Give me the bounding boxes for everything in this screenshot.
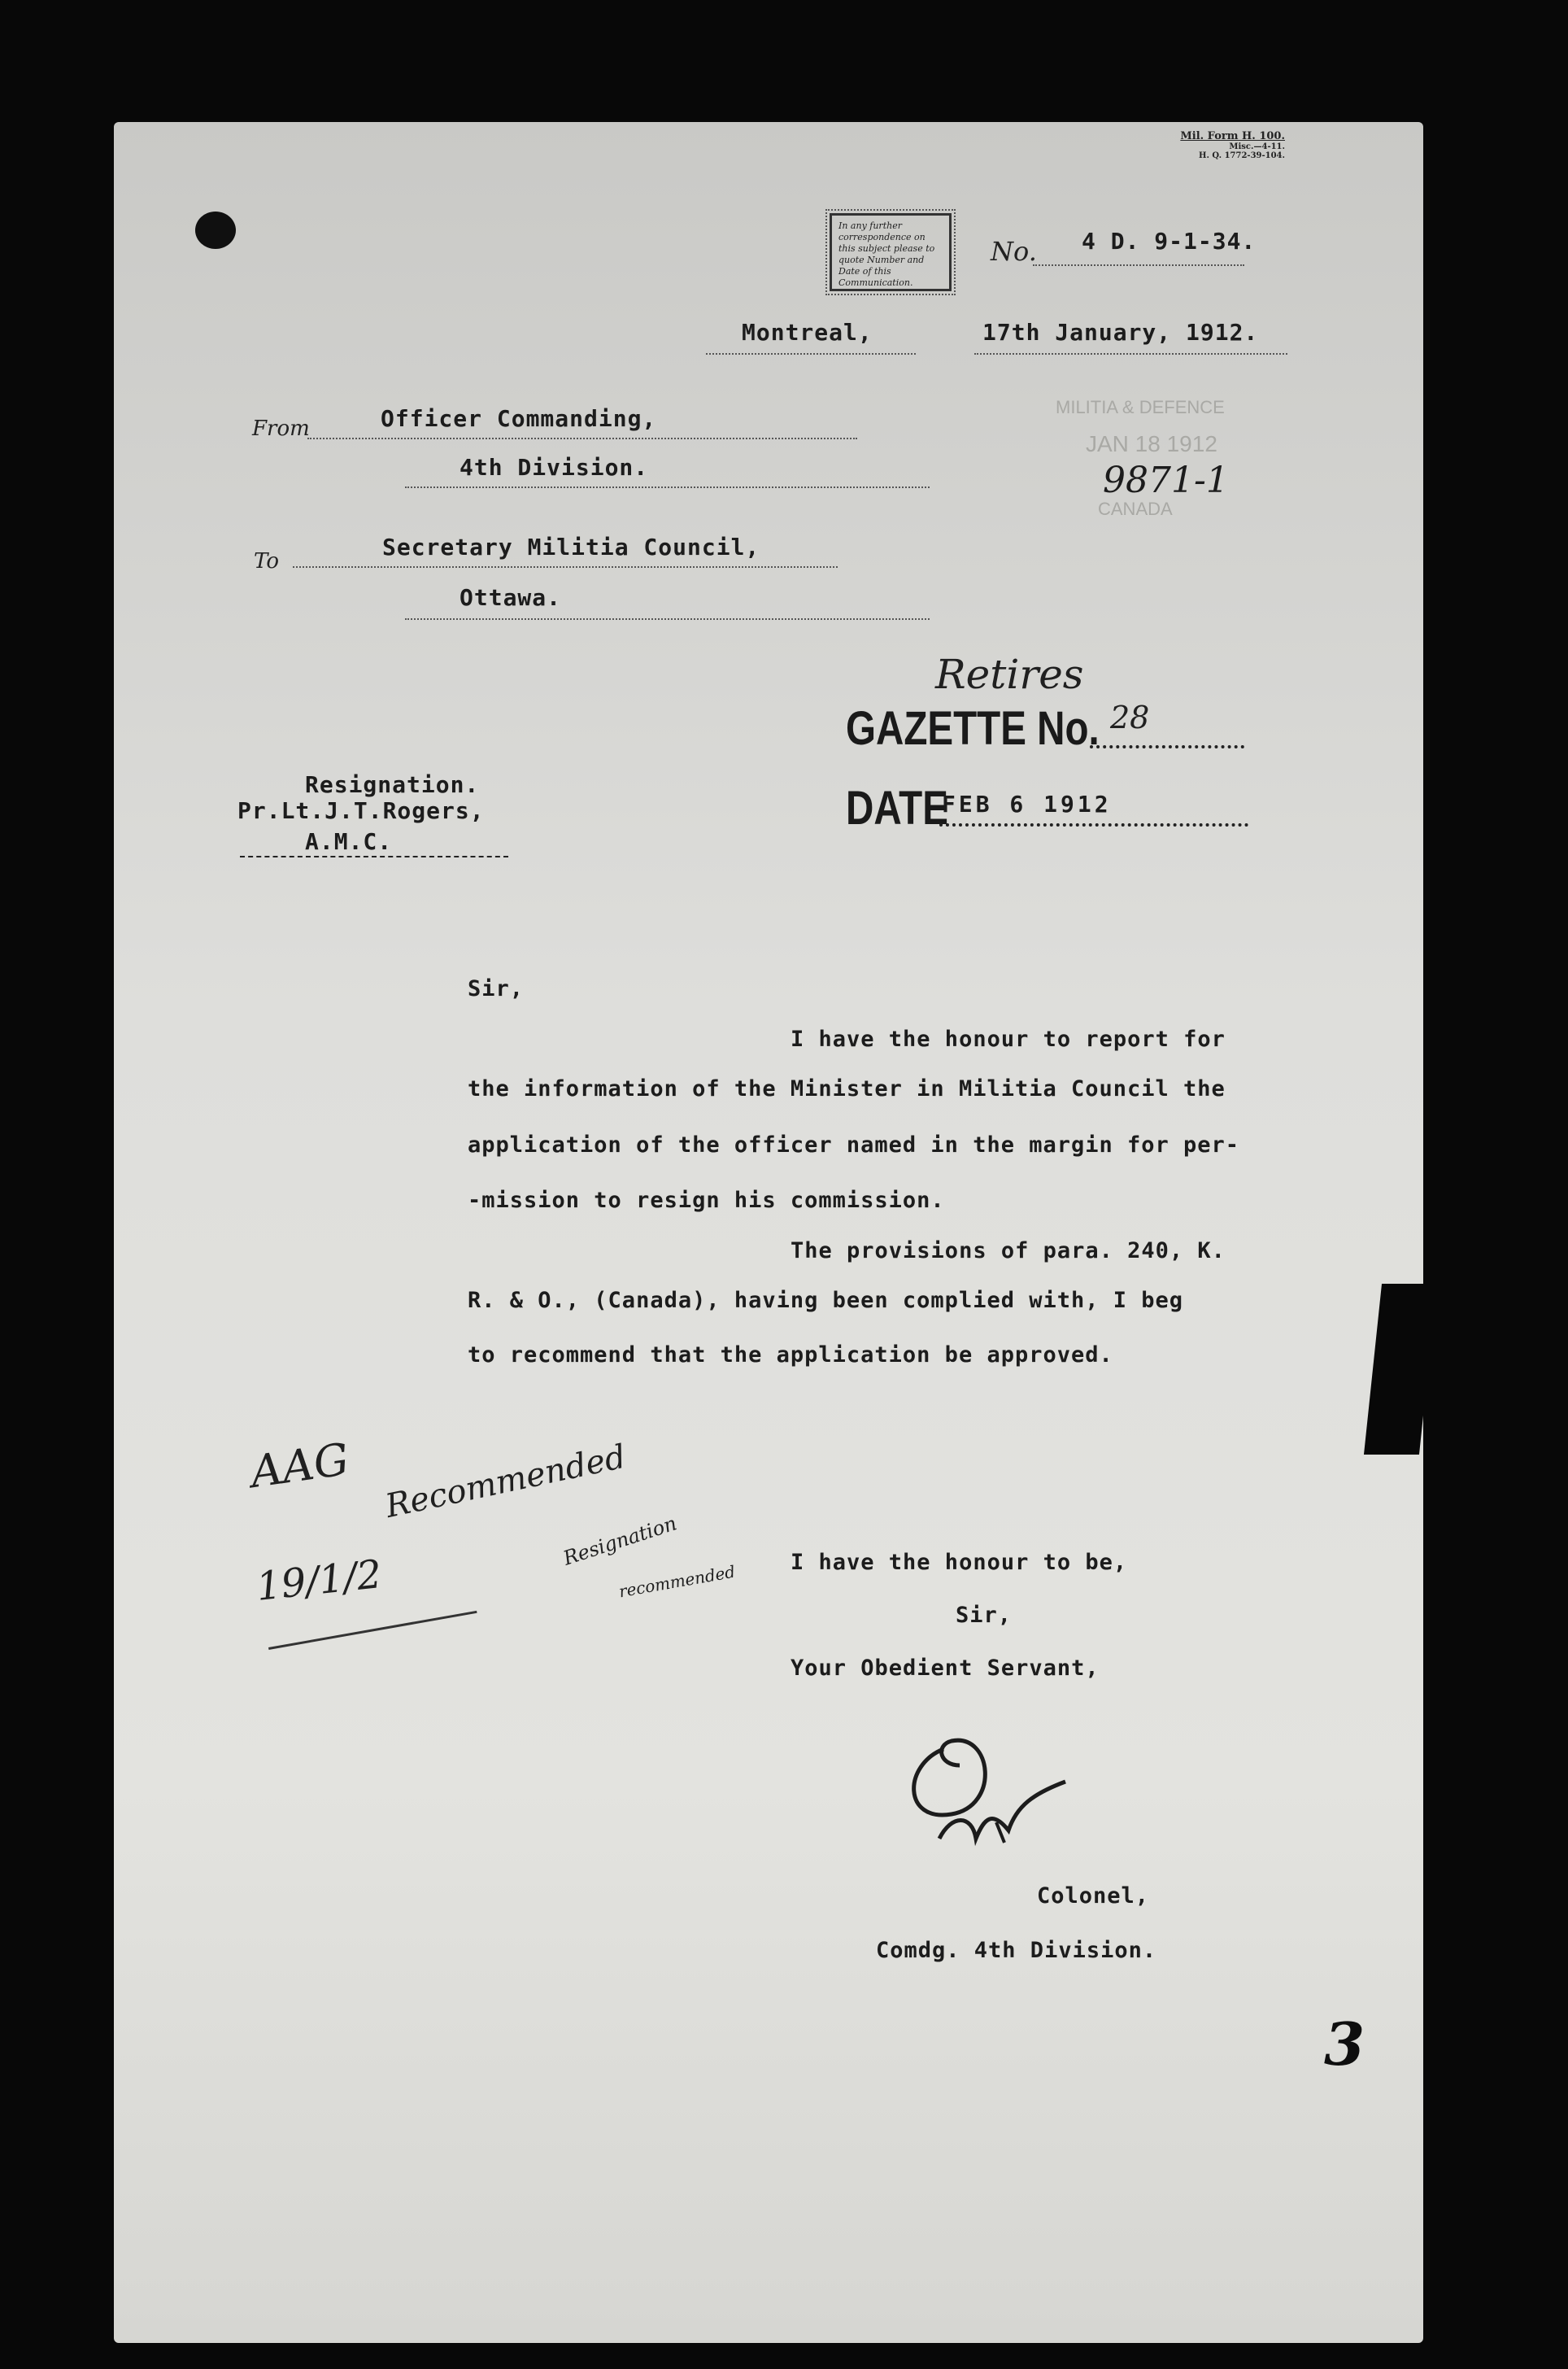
subject-line3: A.M.C.	[305, 828, 393, 855]
paragraph1-line4: -mission to resign his commission.	[468, 1188, 945, 1213]
form-ref-line2: Misc.—4-11.	[1229, 142, 1285, 151]
from-line1: Officer Commanding,	[381, 405, 657, 432]
closing-line3: Your Obedient Servant,	[791, 1656, 1100, 1681]
paragraph2-line2: R. & O., (Canada), having been complied with, I beg	[468, 1288, 1184, 1313]
paragraph1-line1: I have the honour to report for	[791, 1027, 1226, 1052]
signature-appointment: Comdg. 4th Division.	[876, 1938, 1157, 1963]
received-stamp-line1: MILITIA & DEFENCE	[1056, 397, 1225, 417]
annotation-date: 19/1/2	[254, 1551, 385, 1610]
subject-underline	[240, 856, 508, 857]
gazette-date-value: FEB 6 1912	[942, 791, 1112, 818]
subject-line2: Pr.Lt.J.T.Rogers,	[237, 797, 485, 824]
reference-label: No.	[991, 236, 1037, 267]
form-reference	[1139, 130, 1285, 160]
to-line1: Secretary Militia Council,	[382, 534, 760, 561]
from-label: From	[252, 417, 310, 441]
form-ref-line1: Mil. Form H. 100.	[1180, 130, 1285, 142]
reference-line	[1033, 264, 1244, 266]
form-ref-line3: H. Q. 1772-39-104.	[1199, 151, 1285, 160]
received-stamp-number: 9871-1	[1103, 460, 1229, 501]
closing-line1: I have the honour to be,	[791, 1550, 1128, 1575]
signature	[895, 1717, 1090, 1855]
document-page	[114, 122, 1423, 2343]
gazette-handwritten-note: Retires	[935, 651, 1084, 698]
from-line2-rule	[405, 486, 930, 488]
annotation-side-note-1: Resignation	[560, 1512, 680, 1570]
paragraph2-line3: to recommend that the application be approved.	[468, 1342, 1113, 1368]
punch-hole	[195, 212, 236, 249]
to-label: To	[254, 549, 279, 574]
from-line2: 4th Division.	[460, 454, 649, 481]
closing-line2: Sir,	[956, 1603, 1013, 1628]
from-line1-rule	[307, 438, 857, 439]
to-line2: Ottawa.	[460, 584, 562, 611]
gazette-date-label: DATE	[846, 782, 948, 835]
paragraph1-line3: application of the officer named in the margin for per-	[468, 1132, 1240, 1158]
signature-rank: Colonel,	[1037, 1883, 1150, 1909]
annotation-initials: AAG	[247, 1433, 352, 1499]
page-number: 3	[1324, 2009, 1365, 2079]
gazette-label: GAZETTE No.	[846, 702, 1100, 755]
paragraph2-line1: The provisions of para. 240, K.	[791, 1238, 1226, 1263]
place: Montreal,	[742, 319, 873, 346]
gazette-date-line	[939, 823, 1248, 827]
correspondence-note-box: In any further correspondence on this subject please to quote Number and Date of this Communication.	[830, 213, 952, 291]
salutation: Sir,	[468, 976, 525, 1001]
received-stamp-date: JAN 18 1912	[1086, 431, 1217, 456]
received-stamp-country: CANADA	[1098, 499, 1173, 519]
place-line	[706, 353, 916, 355]
date-line	[974, 353, 1287, 355]
reference-number: 4 D. 9-1-34.	[1082, 228, 1257, 255]
gazette-number-line	[1090, 745, 1244, 748]
to-line1-rule	[293, 566, 838, 568]
paragraph1-line2: the information of the Minister in Militia Council the	[468, 1076, 1226, 1102]
annotation-side-note-2: recommended	[617, 1561, 737, 1602]
letter-date: 17th January, 1912.	[982, 319, 1259, 346]
gazette-number: 28	[1110, 700, 1150, 735]
annotation-recommended: Recommended	[382, 1438, 629, 1525]
subject-line1: Resignation.	[305, 771, 480, 798]
to-line2-rule	[405, 618, 930, 620]
